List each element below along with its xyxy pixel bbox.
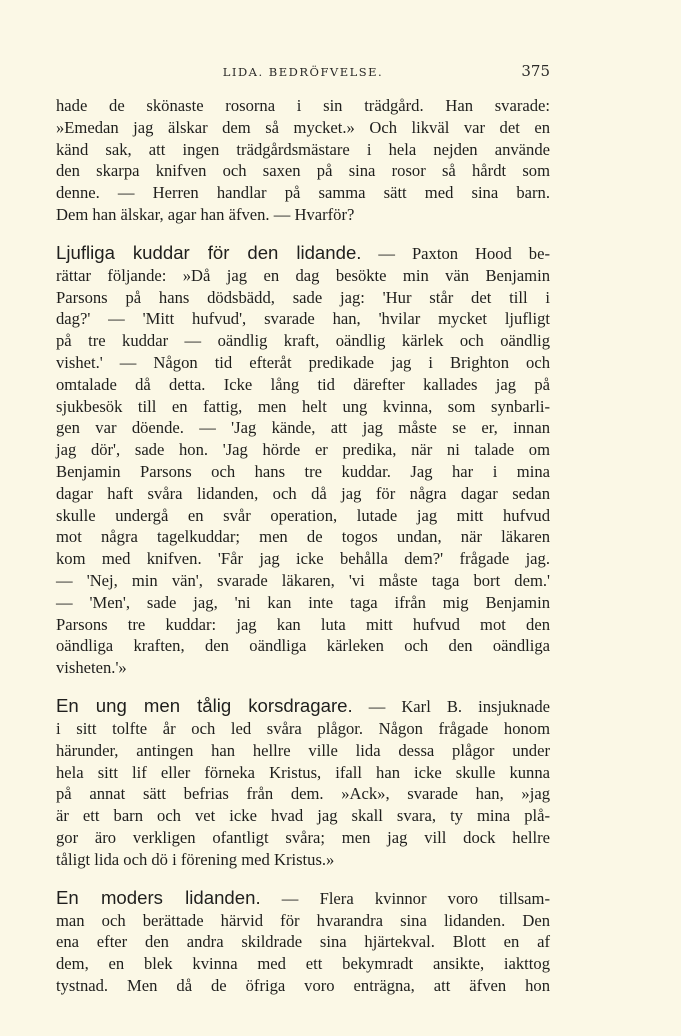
text-line: känd sak, att ingen trädgårdsmästare i hela nejden använde [56, 139, 550, 159]
text-run: — Paxton Hood be- [361, 243, 550, 263]
body-text [56, 95, 550, 997]
text-run: — Karl B. insjuknade [352, 696, 550, 716]
text-line: vishet.' — Någon tid efteråt predikade jag i Brighton och [56, 352, 550, 372]
text-line: kom med knifven. 'Får jag icke behålla dem?' frågade jag. [56, 549, 550, 569]
text-line: Benjamin Parsons och hans tre kuddar. Jag har i mina [56, 461, 550, 481]
text-line: rättar följande: »Då jag en dag besökte min vän Benjamin [56, 265, 550, 285]
text-line: Parsons på hans dödsbädd, sade jag: 'Hur står det till i [56, 287, 550, 307]
running-head: LIDA. BEDRÖFVELSE. [222, 65, 384, 79]
text-line: »Emedan jag älskar dem så mycket.» Och likväl var det en [56, 117, 550, 137]
page-header [56, 62, 550, 82]
section-heading: En ung men tålig korsdragare. [56, 694, 353, 716]
text-line: gor äro verkligen ofantligt svåra; men jag vill dock hellre [56, 827, 550, 847]
heading-line [56, 241, 550, 265]
heading-line [56, 886, 550, 910]
text-line: tåligt lida och dö i förening med Kristus.» [56, 849, 335, 869]
section-ljufliga-kuddar [56, 241, 550, 679]
text-line: — 'Men', sade jag, 'ni kan inte taga ifrån mig Benjamin [56, 592, 550, 612]
text-line: visheten.'» [56, 658, 127, 678]
text-line: sjukbesök till en fattig, men helt ung kvinna, som synbarli- [56, 396, 550, 416]
text-line: oändliga kraften, den oändliga kärleken och den oändliga [56, 636, 550, 656]
text-line: man och berättade härvid för hvarandra sina lidanden. Den [56, 910, 550, 930]
text-line: på annat sätt befrias från dem. »Ack», svarade han, »jag [56, 784, 550, 804]
text-line: dag?' — 'Mitt hufvud', svarade han, 'hvilar mycket ljufligt [56, 309, 550, 329]
heading-line [56, 694, 550, 718]
text-line: hade de skönaste rosorna i sin trädgård. Han svarade: [56, 96, 550, 115]
text-line: gen var döende. — 'Jag kände, att jag måste se er, innan [56, 418, 550, 438]
text-line: härunder, antingen han hellre ville lida dessa plågor under [56, 740, 550, 760]
text-line: är ett barn och vet icke hvad jag skall svara, ty mina plå- [56, 806, 550, 826]
text-line: — 'Nej, min vän', svarade läkaren, 'vi måste taga bort dem.' [56, 570, 550, 590]
section-heading: En moders lidanden. [56, 886, 261, 908]
section-heading: Ljufliga kuddar för den lidande. [56, 241, 362, 263]
text-run: — Flera kvinnor voro tillsam- [260, 888, 550, 908]
text-line: mot några tagelkuddar; men de togos undan, när läkaren [56, 527, 550, 547]
page-number: 375 [521, 62, 550, 80]
text-line: tystnad. Men då de öfriga voro enträgna, att äfven hon [56, 975, 550, 995]
text-line: den skarpa knifven och saxen på sina rosor så hårdt som [56, 161, 550, 181]
paragraph-rosor [56, 95, 550, 226]
section-moders-lidanden [56, 886, 550, 997]
text-line: denne. — Herren handlar på samma sätt med sina barn. [56, 183, 550, 203]
text-line: omtalade då detta. Icke lång tid därefter kallades jag på [56, 374, 550, 394]
text-line: Dem han älskar, agar han äfven. — Hvarför? [56, 204, 355, 224]
text-line: dagar haft svåra lidanden, och då jag för några dagar sedan [56, 483, 550, 503]
text-line: på tre kuddar — oändlig kraft, oändlig kärlek och oändlig [56, 331, 550, 351]
text-line: dem, en blek kvinna med ett bekymradt ansikte, iakttog [56, 954, 550, 974]
text-line: skulle undergå en svår operation, lutade jag mitt hufvud [56, 505, 550, 525]
text-line: ena efter den andra skildrade sina hjärtekval. Blott en af [56, 932, 550, 952]
text-line: hela sitt lif eller förneka Kristus, ifall han icke skulle kunna [56, 762, 550, 782]
text-line: Parsons tre kuddar: jag kan luta mitt hufvud mot den [56, 614, 550, 634]
text-line: i sitt tolfte år och led svåra plågor. Någon frågade honom [56, 718, 550, 738]
section-ung-korsdragare [56, 694, 550, 871]
text-line: jag dör', sade hon. 'Jag hörde er predika, när ni talade om [56, 440, 550, 460]
